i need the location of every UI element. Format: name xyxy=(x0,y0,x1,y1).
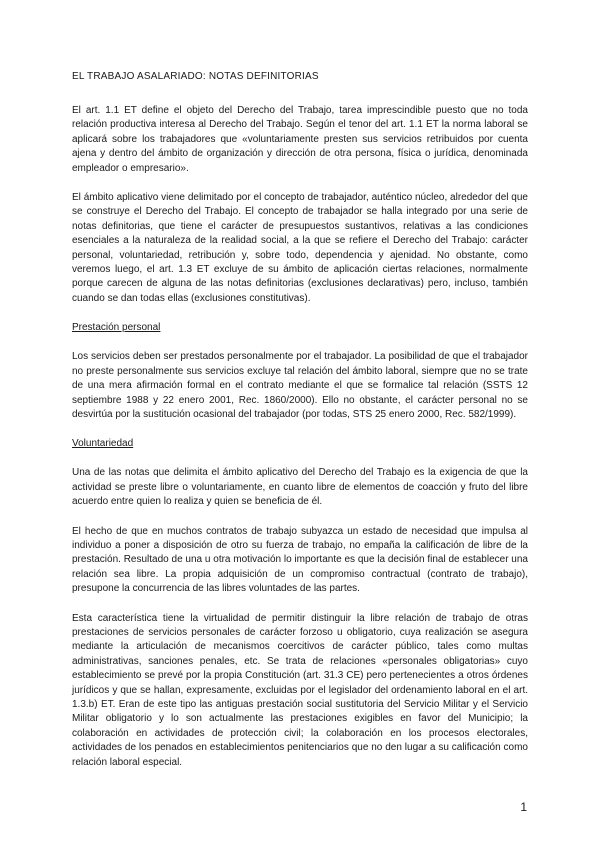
voluntariedad-paragraph-3: Esta característica tiene la virtualidad de permitir distinguir la libre relación de trabajo de otras prestaciones de servicios personales de carácter forzoso u obligatorio, cuya realización se asegura mediante la articulación de mecanismos coercitivos de carácter público, tales como multas administrativas, sanciones penales, etc. Se trata de relaciones «personales obligatorias» cuyo establecimiento se prevé por la propia Constitución (art. 31.3 CE) pero pertenecientes a otros órdenes jurídicos y que se hallan, expresamente, excluidas por el legislador del ordenamiento laboral en el art. 1.3.b) ET. Eran de este tipo las antiguas prestación social sustitutoria del Servicio Militar y el Servicio Militar obligatorio y lo son actualmente las prestaciones exigibles en favor del Municipio; la colaboración en actividades de protección civil; la colaboración en los procesos electorales, actividades de los penados en establecimientos penitenciarios que no den lugar a su calificación como relación laboral especial. xyxy=(72,612,528,768)
voluntariedad-paragraph-2: El hecho de que en muchos contratos de trabajo subyazca un estado de necesidad que impulsa al individuo a poner a disposición de otro su fuerza de trabajo, no empaña la calificación de libre de la prestación. Resultado de una u otra motivación lo importante es que la decisión final de establecer una relación sea libre. La propia adquisición de un compromiso contractual (contrato de trabajo), presupone la concurrencia de las libres voluntades de las partes. xyxy=(72,525,528,595)
voluntariedad-paragraph-1: Una de las notas que delimita el ámbito aplicativo del Derecho del Trabajo es la exigencia de que la actividad se preste libre o voluntariamente, en cuanto libre de elementos de coacción y fruto del libre acuerdo entre quien lo realiza y quien se beneficia de él. xyxy=(72,467,528,508)
page-number: 1 xyxy=(520,800,527,814)
document-title: EL TRABAJO ASALARIADO: NOTAS DEFINITORIAS xyxy=(72,71,319,82)
prestacion-paragraph-1: Los servicios deben ser prestados personalmente por el trabajador. La posibilidad de que el trabajador no preste personalmente sus servicios excluye tal relación del ámbito laboral, siempre que no se trate de una mera afirmación formal en el contrato mediante el que se formalice tal relación (SSTS 12 septiembre 1988 y 22 enero 2001, Rec. 1860/2000). Ello no obstante, el carácter personal no se desvirtúa por la sustitución ocasional del trabajador (por todas, STS 25 enero 2000, Rec. 582/1999). xyxy=(72,351,528,420)
section-heading-voluntariedad: Voluntariedad xyxy=(72,438,134,450)
intro-paragraph-2: El ámbito aplicativo viene delimitado por el concepto de trabajador, auténtico núcleo, alrededor del que se construye el Derecho del Trabajo. El concepto de trabajador se halla integrado por una serie de notas definitorias, que tiene el carácter de presupuestos sustantivos, relativas a las condiciones esenciales a la naturaleza de la realidad social, a la que se refiere el Derecho del Trabajo: carácter personal, voluntariedad, retribución y, sobre todo, dependencia y ajenidad. No obstante, como veremos luego, el art. 1.3 ET excluye de su ámbito de aplicación ciertas relaciones, normalmente porque carecen de alguna de las notas definitorias (exclusiones declarativas) pero, incluso, también cuando se dan todas ellas (exclusiones constitutivas). xyxy=(72,192,528,304)
section-heading-prestacion-personal: Prestación personal xyxy=(72,322,161,334)
intro-paragraph-1: El art. 1.1 ET define el objeto del Derecho del Trabajo, tarea imprescindible puesto que no toda relación productiva interesa al Derecho del Trabajo. Según el tenor del art. 1.1 ET la norma laboral se aplicará sobre los trabajadores que «voluntariamente presten sus servicios retribuidos por cuenta ajena y dentro del ámbito de organización y dirección de otra persona, física o jurídica, denominada empleador o empresario». xyxy=(72,105,528,174)
